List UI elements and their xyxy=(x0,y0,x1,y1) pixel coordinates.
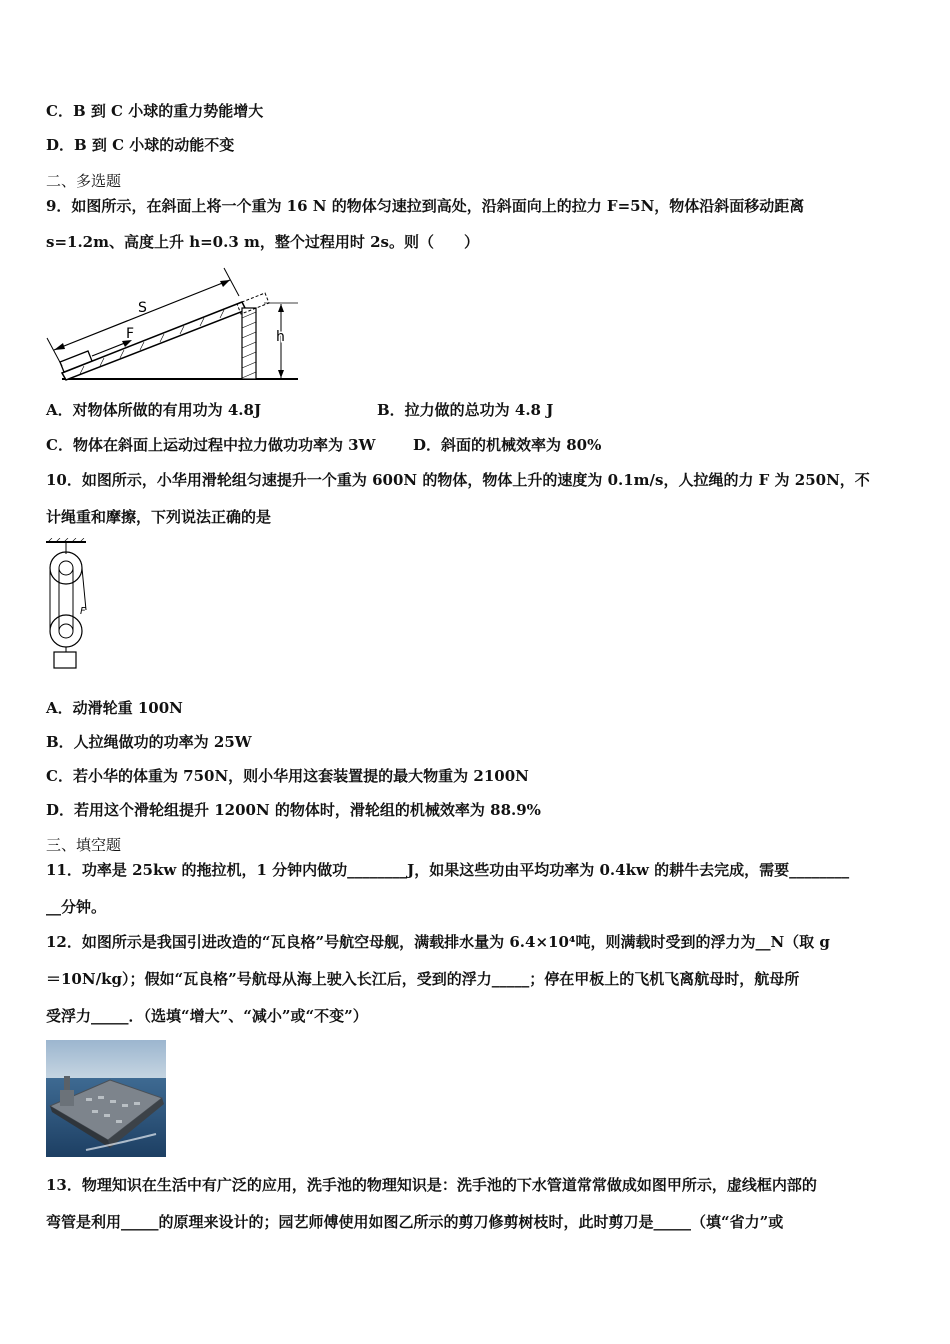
fixed-pulley-outer xyxy=(50,552,82,584)
question-13-line-2: 弯管是利用_____的原理来设计的；园艺师傅使用如图乙所示的剪刀修剪树枝时，此时剪刀是_____（填“省力”或 xyxy=(46,1213,784,1231)
question-11-line-2: __分钟。 xyxy=(46,898,107,916)
question-13-line-1: 13．物理知识在生活中有广泛的应用，洗手池的物理知识是：洗手池的下水管道常常做成如图甲所示，虚线框内部的 xyxy=(46,1176,817,1194)
section-heading-fill-in: 三、填空题 xyxy=(46,836,122,854)
question-12-line-1: 12．如图所示是我国引进改造的“瓦良格”号航空母舰，满载排水量为 6.4×10⁴吨，则满载时受到的浮力为__N（取 g xyxy=(46,933,830,951)
arrowhead-h-top xyxy=(278,304,284,312)
question-9-option-b: B．拉力做的总功为 4.8 J xyxy=(377,401,554,419)
label-h: h xyxy=(276,329,285,345)
question-11-line-1: 11．功率是 25kw 的拖拉机，1 分钟内做功________J，如果这些功由平均功率为 0.4kw 的耕牛去完成，需要________ xyxy=(46,861,850,879)
question-9-stem-line-2: s=1.2m、高度上升 h=0.3 m，整个过程用时 2s。则（ ） xyxy=(46,233,479,251)
question-10-option-d: D．若用这个滑轮组提升 1200N 的物体时，滑轮组的机械效率为 88.9% xyxy=(46,801,541,819)
extension-line-left xyxy=(47,338,62,366)
incline-diagram xyxy=(40,262,302,386)
sky xyxy=(46,1040,166,1080)
question-9-option-a: A．对物体所做的有用功为 4.8J xyxy=(46,401,262,419)
question-9-option-c: C．物体在斜面上运动过程中拉力做功功率为 3W xyxy=(46,436,376,454)
support-pillar xyxy=(242,308,256,379)
question-10-stem-line-2: 计绳重和摩擦，下列说法正确的是 xyxy=(46,508,272,526)
option-d-previous: D．B 到 C 小球的动能不变 xyxy=(46,136,235,154)
question-10-option-b: B．人拉绳做功的功率为 25W xyxy=(46,733,252,751)
aircraft-carrier-photo xyxy=(46,1040,166,1157)
island-tower xyxy=(60,1090,74,1106)
fixed-pulley-inner xyxy=(59,561,73,575)
question-12-line-3: 受浮力_____．（选填“增大”、“减小”或“不变”） xyxy=(46,1007,368,1025)
question-9-option-d: D．斜面的机械效率为 80% xyxy=(413,436,602,454)
rope-free-end xyxy=(82,568,86,610)
option-c-previous: C．B 到 C 小球的重力势能增大 xyxy=(46,102,264,120)
question-10-stem-line-1: 10．如图所示，小华用滑轮组匀速提升一个重为 600N 的物体，物体上升的速度为 0.1m/s，人拉绳的力 F 为 250N，不 xyxy=(46,471,870,489)
section-heading-multiple-choice: 二、多选题 xyxy=(46,172,122,190)
incline-board xyxy=(62,302,246,380)
label-s: S xyxy=(138,300,147,316)
question-12-line-2: ＝10N/kg）；假如“瓦良格”号航母从海上驶入长江后，受到的浮力_____；停在甲板上的飞机飞离航母时，航母所 xyxy=(46,970,800,988)
load-block xyxy=(54,652,76,668)
label-f: F xyxy=(126,326,135,342)
question-10-option-a: A．动滑轮重 100N xyxy=(46,699,183,717)
question-9-stem-line-1: 9．如图所示，在斜面上将一个重为 16 N 的物体匀速拉到高处，沿斜面向上的拉力 F=5N，物体沿斜面移动距离 xyxy=(46,197,805,215)
movable-pulley-inner xyxy=(59,624,73,638)
question-10-option-c: C．若小华的体重为 750N，则小华用这套装置提的最大物重为 2100N xyxy=(46,767,529,785)
pulley-diagram xyxy=(40,538,92,672)
arrowhead-h-bottom xyxy=(278,370,284,378)
arrowhead-s-end xyxy=(220,280,230,287)
arrowhead-s-start xyxy=(54,343,65,350)
movable-pulley-outer xyxy=(50,615,82,647)
label-f: F xyxy=(80,606,86,617)
